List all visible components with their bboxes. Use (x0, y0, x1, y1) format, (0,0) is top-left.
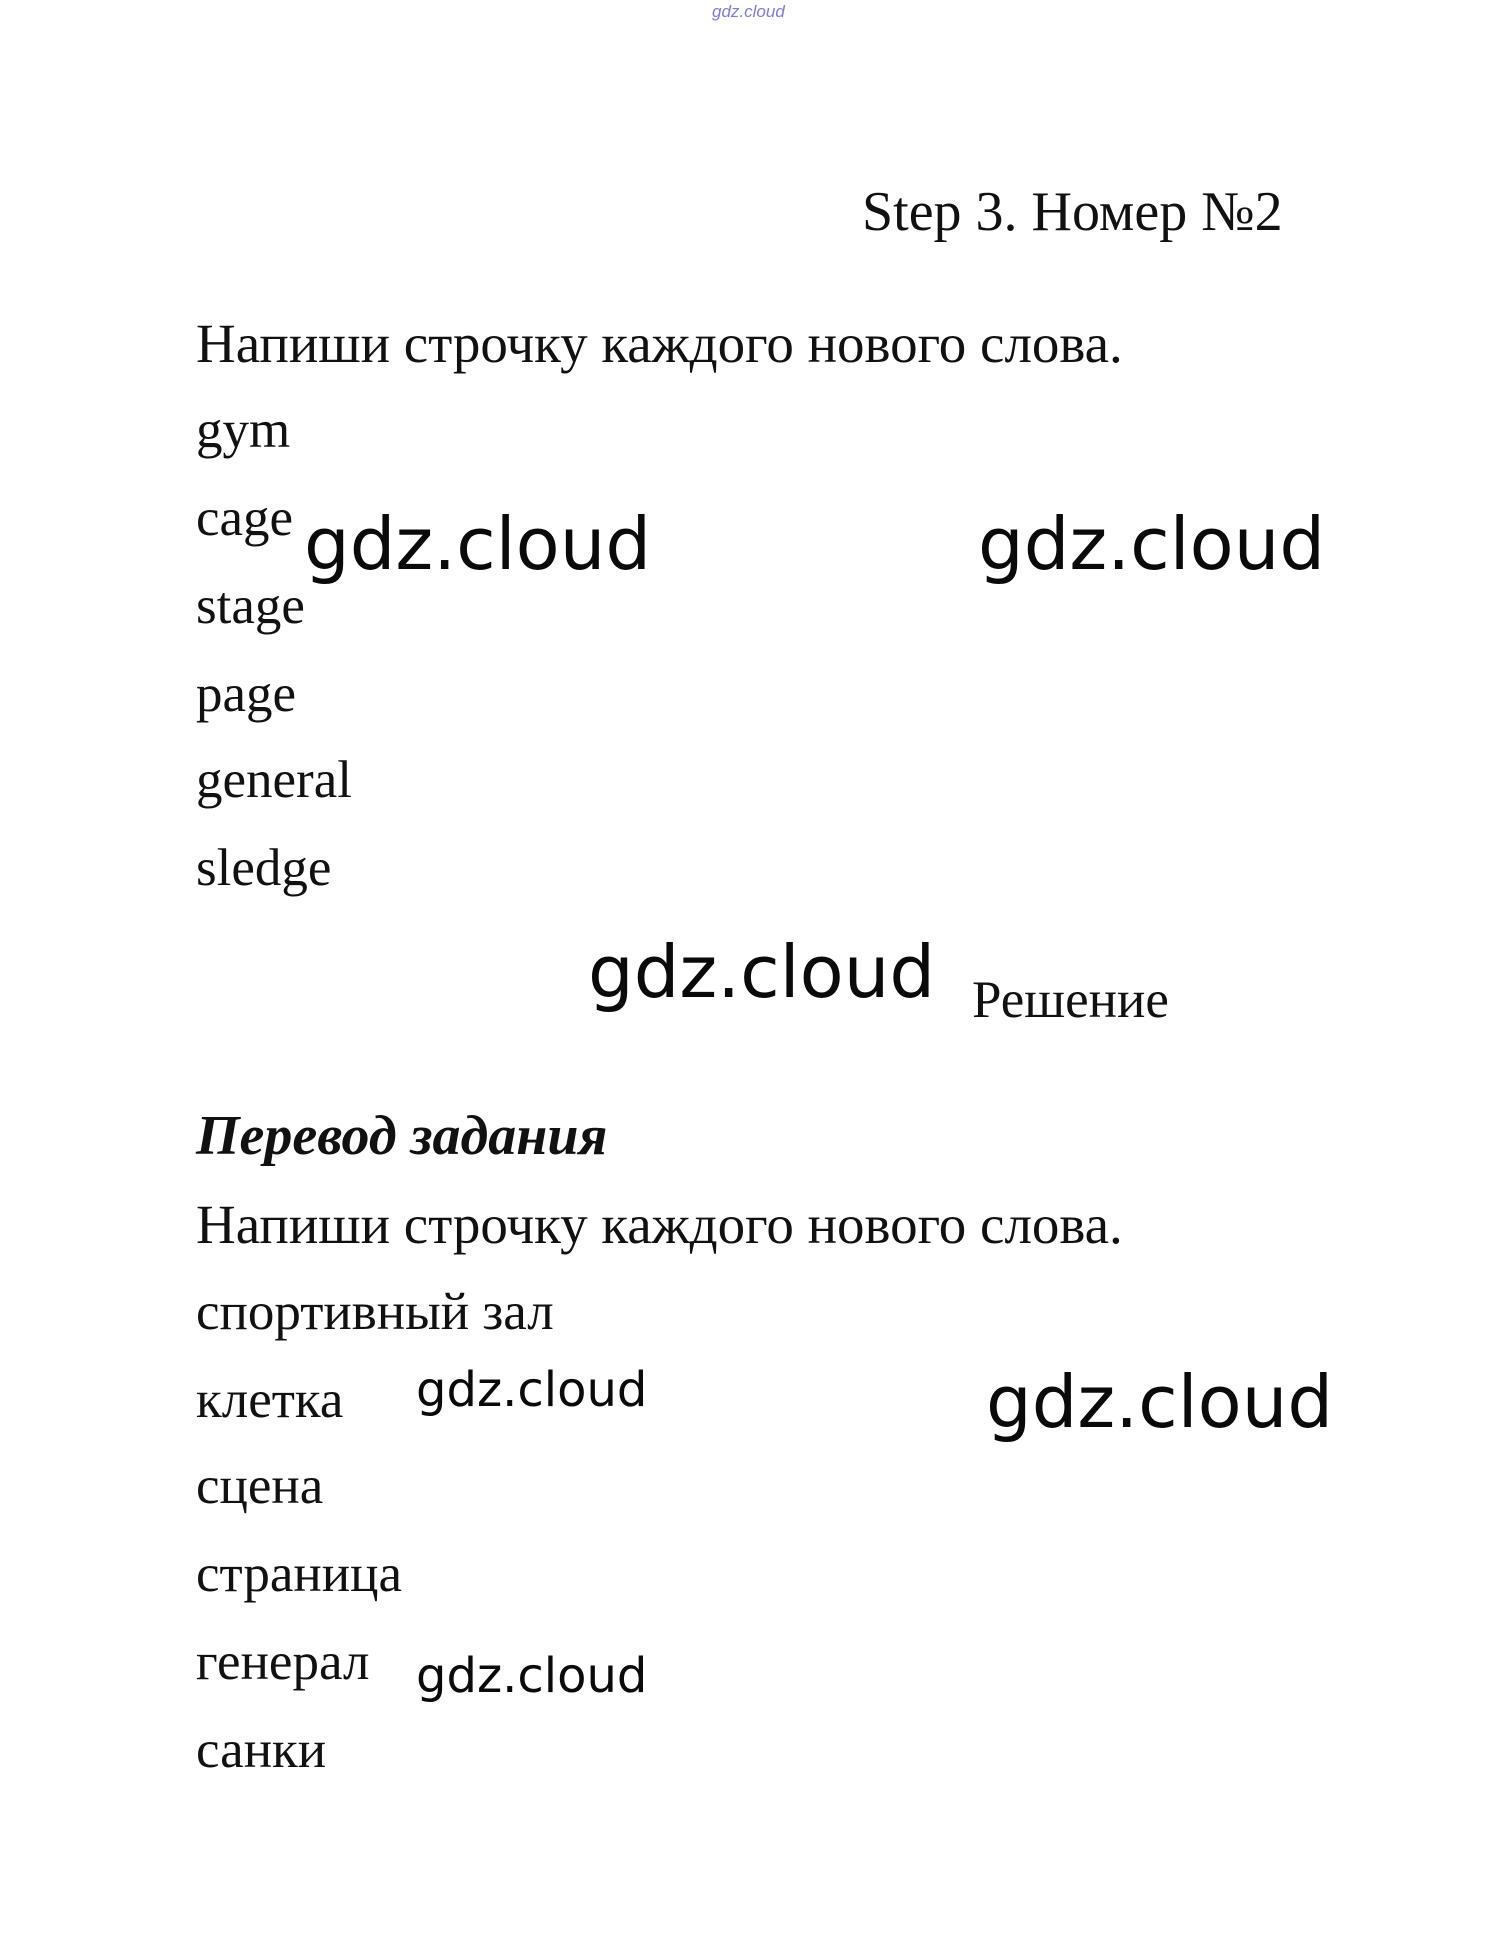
translation-word: сцена (196, 1457, 324, 1515)
watermark-large: gdz.cloud (978, 502, 1326, 586)
word-item: page (196, 665, 297, 723)
solution-label: Решение (972, 971, 1169, 1029)
translation-word: страница (196, 1545, 402, 1603)
translation-instruction: Напиши строчку каждого нового слова. (196, 1194, 1123, 1255)
word-item: general (196, 751, 352, 809)
watermark-small: gdz.cloud (416, 1362, 648, 1418)
translation-word: санки (196, 1721, 327, 1779)
translation-word: спортивный зал (196, 1283, 554, 1341)
watermark-top: gdz.cloud (712, 2, 785, 21)
word-item: stage (196, 577, 305, 635)
word-item: sledge (196, 839, 332, 897)
page-title: Step 3. Номер №2 (862, 181, 1283, 243)
watermark-large: gdz.cloud (986, 1360, 1334, 1444)
translation-heading: Перевод задания (196, 1105, 608, 1167)
translation-word: клетка (196, 1371, 344, 1429)
watermark-small: gdz.cloud (416, 1648, 648, 1704)
word-item: cage (196, 489, 294, 547)
word-item: gym (196, 401, 291, 459)
translation-word: генерал (196, 1633, 370, 1691)
task-instruction: Напиши строчку каждого нового слова. (196, 313, 1123, 374)
watermark-large: gdz.cloud (588, 930, 936, 1014)
watermark-large: gdz.cloud (304, 502, 652, 586)
